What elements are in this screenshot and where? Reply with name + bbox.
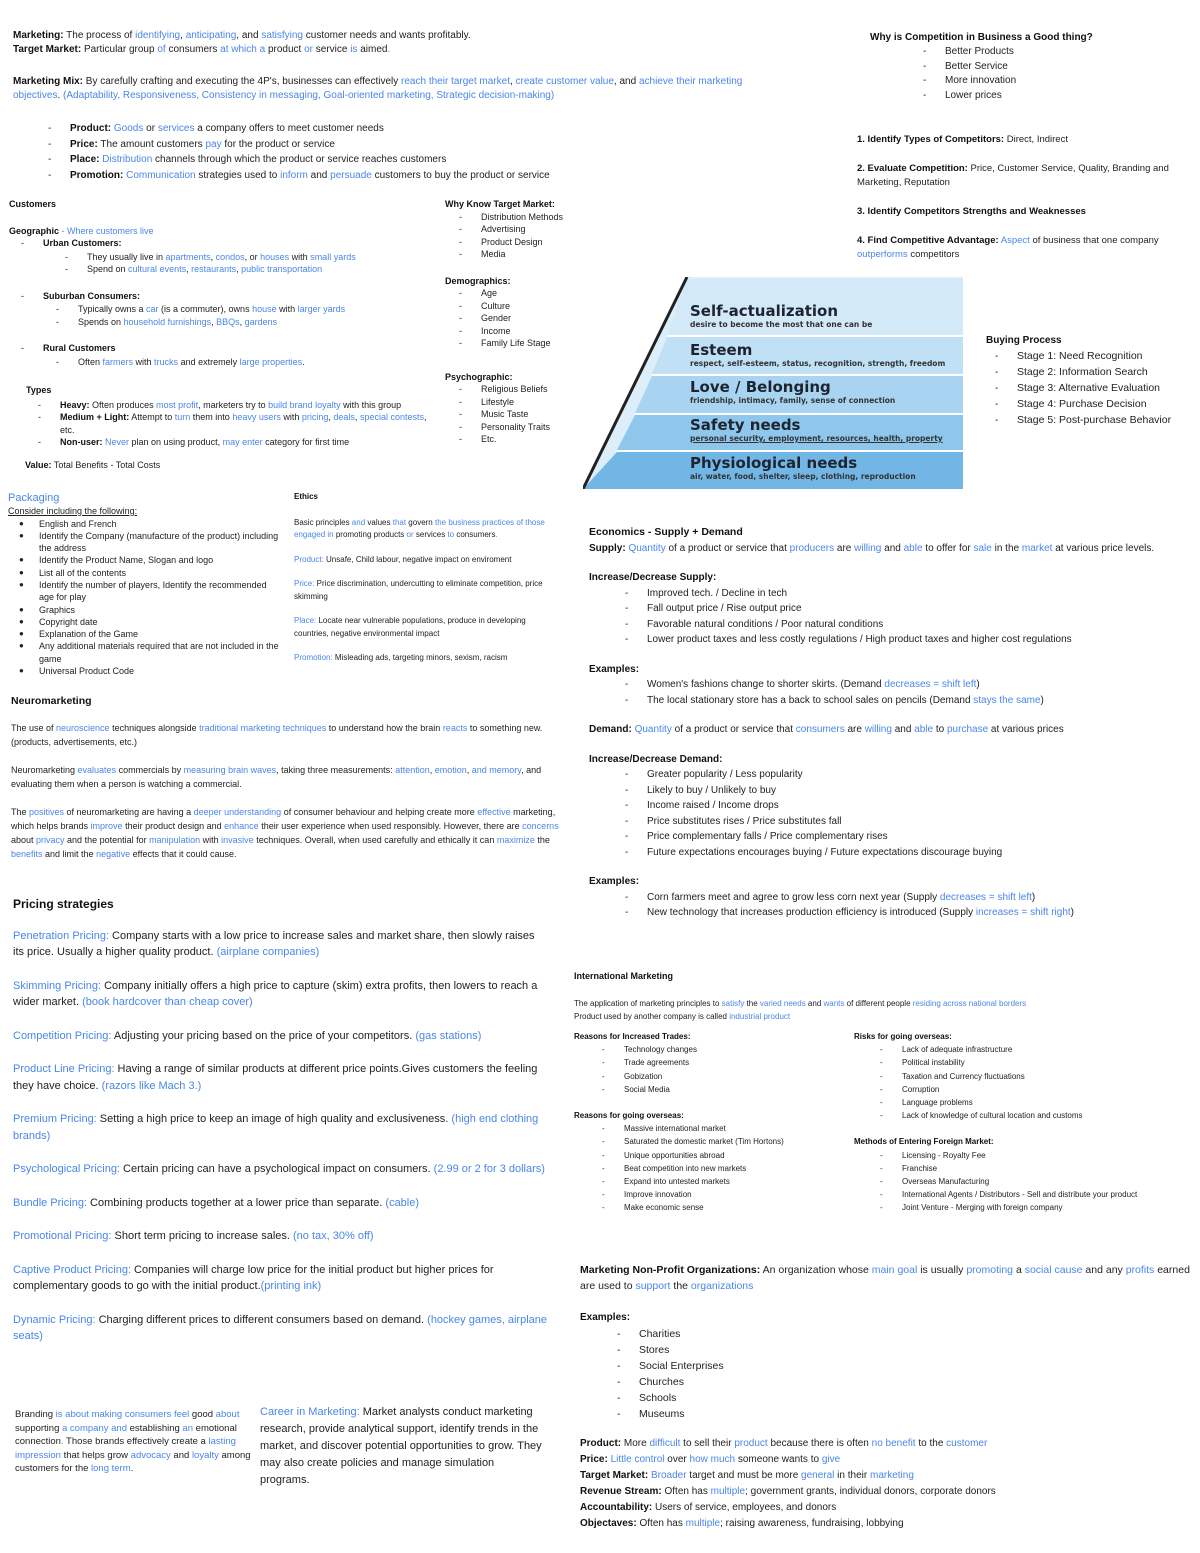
marketing-def: Marketing: The process of identifying, anticipating, and satisfying customer needs and wants profitably. bbox=[13, 30, 471, 41]
buying-process: Buying Process - Stage 1: Need Recognition - Stage 2: Information Search - Stage 3: Alternative Evaluation - Stage 4: Purchase Decision - Stage 5: Post-purchase Behavior bbox=[986, 334, 1196, 428]
type-item: - Heavy: Often produces most profit, marketers try to build brand loyalty with this group bbox=[60, 399, 430, 412]
list-item: ● Explanation of the Game bbox=[39, 628, 283, 640]
list-item: - Lack of adequate infrastructure bbox=[902, 1043, 1199, 1056]
list-item: - Stage 1: Need Recognition bbox=[1017, 348, 1196, 364]
list-item: - Gender bbox=[481, 312, 585, 325]
competitor-steps: 1. Identify Types of Competitors: Direct, Indirect 2. Evaluate Competition: Price, Customer Service, Quality, Branding and Marketing, Reputation 3. Identify Competitors Strengths and Weaknesses 4. Find Competitive Advantage: Aspect of business that one company outperforms competitors bbox=[857, 134, 1169, 260]
four-ps-list bbox=[70, 121, 630, 183]
packaging-section: Packaging Consider including the following: ● English and French ● Identify the Company (manufacture of the product) including the address ● Identify the Product Name, Slogan and logo ● List all of the contents ● Identify the number of players, Identify the recommended age for play ● Graphics ● Copyright date ● Explanation of the Game ● Any additional materials required that are not included in the game ● Universal Product Code bbox=[8, 491, 283, 677]
list-item: - Trade agreements bbox=[624, 1056, 849, 1069]
list-item: - Overseas Manufacturing bbox=[902, 1175, 1199, 1188]
example-item: - Women's fashions change to shorter skirts. (Demand decreases = shift left) bbox=[647, 677, 1189, 693]
list-item: - Favorable natural conditions / Poor natural conditions bbox=[647, 617, 1189, 633]
example-item: - Corn farmers meet and agree to grow less corn next year (Supply decreases = shift left) bbox=[647, 890, 1189, 906]
list-item: - Religious Beliefs bbox=[481, 383, 585, 396]
list-item: - Media bbox=[481, 248, 585, 261]
type-item: - Non-user: Never plan on using product, may enter category for first time bbox=[60, 436, 430, 449]
list-item: ● Identify the Product Name, Slogan and logo bbox=[39, 554, 283, 566]
list-item: - Museums bbox=[639, 1406, 1195, 1422]
urban-customers: - Urban Customers: - They usually live in apartments, condos, or houses with small yards - Spend on cultural events, restaurants, public transportation bbox=[43, 237, 439, 276]
list-item: - Licensing - Royalty Fee bbox=[902, 1149, 1199, 1162]
list-item: - Lack of knowledge of cultural location and customs bbox=[902, 1109, 1199, 1122]
list-item: - Saturated the domestic market (Tim Hortons) bbox=[624, 1135, 849, 1148]
list-item: ● Any additional materials required that are not included in the game bbox=[39, 640, 283, 665]
list-item: - More innovation bbox=[945, 74, 1190, 89]
nonprofit-row: Objectaves: Often has multiple; raising awareness, fundraising, lobbying bbox=[580, 1518, 904, 1529]
list-item: - Massive international market bbox=[624, 1122, 849, 1135]
example-item: - The local stationary store has a back to school sales on pencils (Demand stays the same) bbox=[647, 693, 1189, 709]
types-title: Types bbox=[26, 385, 52, 395]
list-item: - Technology changes bbox=[624, 1043, 849, 1056]
list-item: ● English and French bbox=[39, 518, 283, 530]
intl-risks-methods: Risks for going overseas: - Lack of adequate infrastructure - Political instability - Taxation and Currency fluctuations - Corruption - Language problems - Lack of knowledge of cultural location and customs Methods of Entering Foreign Market: - Licensing - Royalty Fee - Franchise - Overseas Manufacturing - International Agents / Distributors - Sell and distribute your product - Joint Venture - Merging with foreign company bbox=[854, 1030, 1199, 1215]
list-item: - Political instability bbox=[902, 1056, 1199, 1069]
pricing-strategy: Penetration Pricing: Company starts with a low price to increase sales and market share, then slowly raises its price. Usually a higher quality product. (airplane companies) bbox=[13, 929, 535, 958]
pricing-strategy: Psychological Pricing: Certain pricing can have a psychological impact on consumers. (2.99 or 2 for 3 dollars) bbox=[13, 1163, 545, 1175]
list-item: - Beat competition into new markets bbox=[624, 1162, 849, 1175]
value-def: Value: Total Benefits - Total Costs bbox=[25, 459, 161, 470]
neuromarketing-section: Neuromarketing The use of neuroscience techniques alongside traditional marketing techniques to understand how the brain reacts to something new. (products, advertisements, etc.) Neuromarketing evaluates commercials by measuring brain waves, taking three measurements: attention, emotion, and memory, and evaluating them when a person is watching a commercial. The positives of neuromarketing are having a deeper understanding of consumer behaviour and helping create more effective marketing, which helps brands improve their product design and enhance their user experience when used responsibly. However, there are concerns about privacy and the potential for manipulation with invasive techniques. Overall, when used carefully and ethically it can maximize the benefits and limit the negative effects that it could cause. bbox=[11, 695, 559, 859]
list-item: ● Universal Product Code bbox=[39, 665, 283, 677]
pricing-strategy: Premium Pricing: Setting a high price to keep an image of high quality and exclusiveness. (high end clothing brands) bbox=[13, 1113, 539, 1142]
list-item: - Culture bbox=[481, 300, 585, 313]
list-item: - Charities bbox=[639, 1326, 1195, 1342]
maslow-pyramid bbox=[583, 277, 963, 489]
list-item: - Income bbox=[481, 325, 585, 338]
list-item: - Stage 4: Purchase Decision bbox=[1017, 396, 1196, 412]
list-item: ● Identify the Company (manufacture of the product) including the address bbox=[39, 530, 283, 555]
four-p-item: - Price: The amount customers pay for the product or service bbox=[70, 137, 630, 153]
pyramid-label: Love / Belonging friendship, intimacy, family, sense of connection bbox=[690, 378, 896, 405]
list-item: - Gobization bbox=[624, 1070, 849, 1083]
list-item: - Advertising bbox=[481, 223, 585, 236]
list-item: - Churches bbox=[639, 1374, 1195, 1390]
four-p-item: - Promotion: Communication strategies used to inform and persuade customers to buy the product or service bbox=[70, 168, 630, 184]
list-item: - Stores bbox=[639, 1342, 1195, 1358]
list-item: - Greater popularity / Less popularity bbox=[647, 767, 1189, 783]
career-section: Career in Marketing: Market analysts conduct marketing research, provide analytical support, identify trends in the market, and discover potential opportunities to grow. They may also create policies and manage simulation programs. bbox=[260, 1406, 542, 1486]
pricing-strategy: Promotional Pricing: Short term pricing to increase sales. (no tax, 30% off) bbox=[13, 1230, 374, 1242]
list-item: - Social Enterprises bbox=[639, 1358, 1195, 1374]
target-market-def: Target Market: Particular group of consumers at which a product or service is aimed. bbox=[13, 44, 391, 55]
list-item: - Make economic sense bbox=[624, 1201, 849, 1214]
pyramid-label: Esteem respect, self-esteem, status, recognition, strength, freedom bbox=[690, 341, 946, 368]
list-item: - Lifestyle bbox=[481, 396, 585, 409]
economics-section: Economics - Supply + Demand Supply: Quantity of a product or service that producers are willing and able to offer for sale in the market at various price levels. Increase/Decrease Supply: - Improved tech. / Decline in tech - Fall output price / Rise output price - Favorable natural conditions / Poor natural conditions - Lower product taxes and less costly regulations / High product taxes and higher cost regulations Examples: - Women's fashions change to shorter skirts. (Demand decreases = shift left) - The local stationary store has a back to school sales on pencils (Demand stays the same) Demand: Quantity of a product or service that consumers are willing and able to purchase at various prices Increase/Decrease Demand: - Greater popularity / Less popularity - Likely to buy / Unlikely to buy - Income raised / Income drops - Price substitutes rises / Price substitutes fall - Price complementary falls / Price complementary rises - Future expectations encourages buying / Future expectations discourage buying Examples: - Corn farmers meet and agree to grow less corn next year (Supply decreases = shift left) - New technology that increases production efficiency is introduced (Supply increases = shift right) bbox=[589, 525, 1189, 921]
list-item: ● Identify the number of players, Identify the recommended age for play bbox=[39, 579, 283, 604]
list-item: - Etc. bbox=[481, 433, 585, 446]
list-item: - Income raised / Income drops bbox=[647, 798, 1189, 814]
list-item: - Distribution Methods bbox=[481, 211, 585, 224]
nonprofit-row: Target Market: Broader target and must be more general in their marketing bbox=[580, 1470, 914, 1481]
list-item: - Taxation and Currency fluctuations bbox=[902, 1070, 1199, 1083]
list-item: - Stage 3: Alternative Evaluation bbox=[1017, 380, 1196, 396]
example-item: - New technology that increases production efficiency is introduced (Supply increases = shift right) bbox=[647, 905, 1189, 921]
competition-title: Why is Competition in Business a Good thing? bbox=[870, 32, 1093, 43]
suburban-customers: - Suburban Consumers: - Typically owns a car (is a commuter), owns house with larger yards - Spends on household furnishings, BBQs, gardens bbox=[43, 290, 439, 329]
competition-section bbox=[870, 31, 1190, 103]
pricing-strategy: Product Line Pricing: Having a range of similar products at different price points.Gives customers the feeling they have choice. (razors like Mach 3.) bbox=[13, 1063, 538, 1092]
list-item: - Price complementary falls / Price complementary rises bbox=[647, 829, 1189, 845]
list-item: - Music Taste bbox=[481, 408, 585, 421]
list-item: - Stage 5: Post-purchase Behavior bbox=[1017, 412, 1196, 428]
list-item: - Stage 2: Information Search bbox=[1017, 364, 1196, 380]
list-item: - Better Service bbox=[945, 60, 1190, 75]
list-item: - Personality Traits bbox=[481, 421, 585, 434]
pricing-strategy: Bundle Pricing: Combining products together at a lower price than separate. (cable) bbox=[13, 1196, 420, 1209]
ethics-section: Ethics Basic principles and values that govern the business practices of those engaged in promoting products or services to consumers. Product: Unsafe, Child labour, negative impact on enviroment Price: Price discrimination, undercutting to eliminate competition, price skimming Place: Locate near vulnerable populations, produce in developing countries, negative environmental impact Promotion: Misleading ads, targeting minors, sexism, racism bbox=[294, 492, 545, 662]
list-item: - International Agents / Distributors - Sell and distribute your product bbox=[902, 1188, 1199, 1201]
pricing-strategy: Dynamic Pricing: Charging different prices to different consumers based on demand. (hockey games, airplane seats) bbox=[13, 1313, 547, 1342]
type-item: - Medium + Light: Attempt to turn them into heavy users with pricing, deals, special contests, etc. bbox=[60, 411, 430, 436]
list-item: - Fall output price / Rise output price bbox=[647, 601, 1189, 617]
pyramid-label: Self-actualization desire to become the most that one can be bbox=[690, 302, 873, 329]
list-item: - Price substitutes rises / Price substitutes fall bbox=[647, 814, 1189, 830]
pricing-section: Pricing strategies Penetration Pricing: Company starts with a low price to increase sales and market share, then slowly raises its price. Usually a higher quality product. (airplane companies) Skimming Pricing: Company initially offers a high price to capture (skim) extra profits, then lowers to reach a wider market. (book hardcover than cheap cover) Competition Pricing: Adjusting your pricing based on the price of your competitors. (gas stations) Product Line Pricing: Having a range of similar products at different price points.Gives customers the feeling they have choice. (razors like Mach 3.) Premium Pricing: Setting a high price to keep an image of high quality and exclusiveness. (high end clothing brands) Psychological Pricing: Certain pricing can have a psychological impact on consumers. (2.99 or 2 for 3 dollars) Bundle Pricing: Combining products together at a lower price than separate. (cable) Promotional Pricing: Short term pricing to increase sales. (no tax, 30% off) Captive Product Pricing: Companies will charge low price for the initial product but higher prices for complementary goods to go with the initial product.(printing ink) Dynamic Pricing: Charging different prices to different consumers based on demand. (hockey games, airplane seats) bbox=[13, 896, 548, 1362]
pricing-strategy: Captive Product Pricing: Companies will charge low price for the initial product but higher prices for complementary goods to go with the initial product.(printing ink) bbox=[13, 1263, 494, 1292]
list-item: - Family Life Stage bbox=[481, 337, 585, 350]
target-market-why: Why Know Target Market: - Distribution Methods - Advertising - Product Design - Media Demographics: - Age - Culture - Gender - Income - Family Life Stage Psychographic: - Religious Beliefs - Lifestyle - Music Taste - Personality Traits - Etc. bbox=[445, 198, 585, 446]
list-item: - Improved tech. / Decline in tech bbox=[647, 586, 1189, 602]
four-p-item: - Place: Distribution channels through which the product or service reaches customers bbox=[70, 152, 630, 168]
list-item: - Future expectations encourages buying / Future expectations discourage buying bbox=[647, 845, 1189, 861]
rural-customers: - Rural Customers - Often farmers with trucks and extremely large properties. bbox=[43, 342, 439, 368]
list-item: - Schools bbox=[639, 1390, 1195, 1406]
list-item: - Joint Venture - Merging with foreign company bbox=[902, 1201, 1199, 1214]
list-item: ● List all of the contents bbox=[39, 567, 283, 579]
list-item: - Language problems bbox=[902, 1096, 1199, 1109]
branding-section: Branding is about making consumers feel good about supporting a company and establishing an emotional connection. Those brands effectively create a lasting impression that helps grow advocacy and loyalty among customers for the long term. bbox=[15, 1409, 251, 1474]
marketing-definitions bbox=[13, 29, 573, 57]
nonprofit-row: Product: More difficult to sell their product because there is often no benefit to the customer bbox=[580, 1438, 988, 1449]
nonprofit-row: Accountability: Users of service, employees, and donors bbox=[580, 1502, 837, 1513]
nonprofit-row: Revenue Stream: Often has multiple; government grants, individual donors, corporate donors bbox=[580, 1486, 996, 1497]
list-item: - Likely to buy / Unlikely to buy bbox=[647, 783, 1189, 799]
international-section: International Marketing The application of marketing principles to satisfy the varied needs and wants of different people residing across national borders Product used by another company is called industrial product bbox=[574, 971, 1027, 1021]
list-item: - Better Products bbox=[945, 45, 1190, 60]
list-item: - Lower product taxes and less costly regulations / High product taxes and higher cost regulations bbox=[647, 632, 1189, 648]
nonprofit-row: Price: Little control over how much someone wants to give bbox=[580, 1454, 841, 1465]
intl-reasons: Reasons for Increased Trades: - Technology changes - Trade agreements - Gobization - Social Media Reasons for going overseas: - Massive international market - Saturated the domestic market (Tim Hortons) - Unique opportunities abroad - Beat competition into new markets - Expand into untested markets - Improve innovation - Make economic sense bbox=[574, 1030, 849, 1215]
list-item: - Improve innovation bbox=[624, 1188, 849, 1201]
pyramid-label: Physiological needs air, water, food, shelter, sleep, clothing, reproduction bbox=[690, 454, 916, 481]
list-item: - Unique opportunities abroad bbox=[624, 1149, 849, 1162]
list-item: ● Graphics bbox=[39, 604, 283, 616]
list-item: - Franchise bbox=[902, 1162, 1199, 1175]
four-p-item: - Product: Goods or services a company offers to meet customer needs bbox=[70, 121, 630, 137]
pyramid-label: Safety needs personal security, employment, resources, health, property bbox=[690, 416, 943, 443]
customers-title: Customers bbox=[9, 199, 57, 209]
pricing-strategy: Competition Pricing: Adjusting your pricing based on the price of your competitors. (gas stations) bbox=[13, 1029, 482, 1042]
list-item: - Social Media bbox=[624, 1083, 849, 1096]
list-item: - Age bbox=[481, 287, 585, 300]
list-item: - Lower prices bbox=[945, 89, 1190, 104]
list-item: - Corruption bbox=[902, 1083, 1199, 1096]
nonprofit-section: Marketing Non-Profit Organizations: An organization whose main goal is usually promoting a social cause and any profits earned are used to support the organizations Examples: - Charities - Stores - Social Enterprises - Churches - Schools - Museums Product: More difficult to sell their product because there is often no benefit to the customer Price: Little control over how much someone wants to give Target Market: Broader target and must be more general in their marketing Revenue Stream: Often has multiple; government grants, individual donors, corporate donors Accountability: Users of service, employees, and donors Objectaves: Often has multiple; raising awareness, fundraising, lobbying bbox=[580, 1262, 1195, 1532]
list-item: - Product Design bbox=[481, 236, 585, 249]
list-item: ● Copyright date bbox=[39, 616, 283, 628]
pricing-strategy: Skimming Pricing: Company initially offers a high price to capture (skim) extra profits, then lowers to reach a wider market. (book hardcover than cheap cover) bbox=[13, 979, 538, 1008]
marketing-mix: Marketing Mix: By carefully crafting and executing the 4P's, businesses can effectively reach their target market, create customer value, and achieve their marketing objectives. (Adaptability, Responsiveness, Consistency in messaging, Goal-oriented marketing, Strategic decision-making) bbox=[13, 76, 743, 101]
list-item: - Expand into untested markets bbox=[624, 1175, 849, 1188]
customers-section: Customers Geographic - Where customers live - Urban Customers: - They usually live in apartments, condos, or houses with small yards - Spend on cultural events, restaurants, public transportation - Suburban Consumers: - Typically owns a car (is a commuter), owns house with larger yards - Spends on household furnishings, BBQs, gardens - Rural Customers - Often farmers with trucks and extremely large properties. Types - Heavy: Often produces most profit, marketers try to build brand loyalty with this group - Medium + Light: Attempt to turn them into heavy users with pricing, deals, special contests, etc. - Non-user: Never plan on using product, may enter category for first time Value: Total Benefits - Total Costs bbox=[9, 198, 439, 471]
